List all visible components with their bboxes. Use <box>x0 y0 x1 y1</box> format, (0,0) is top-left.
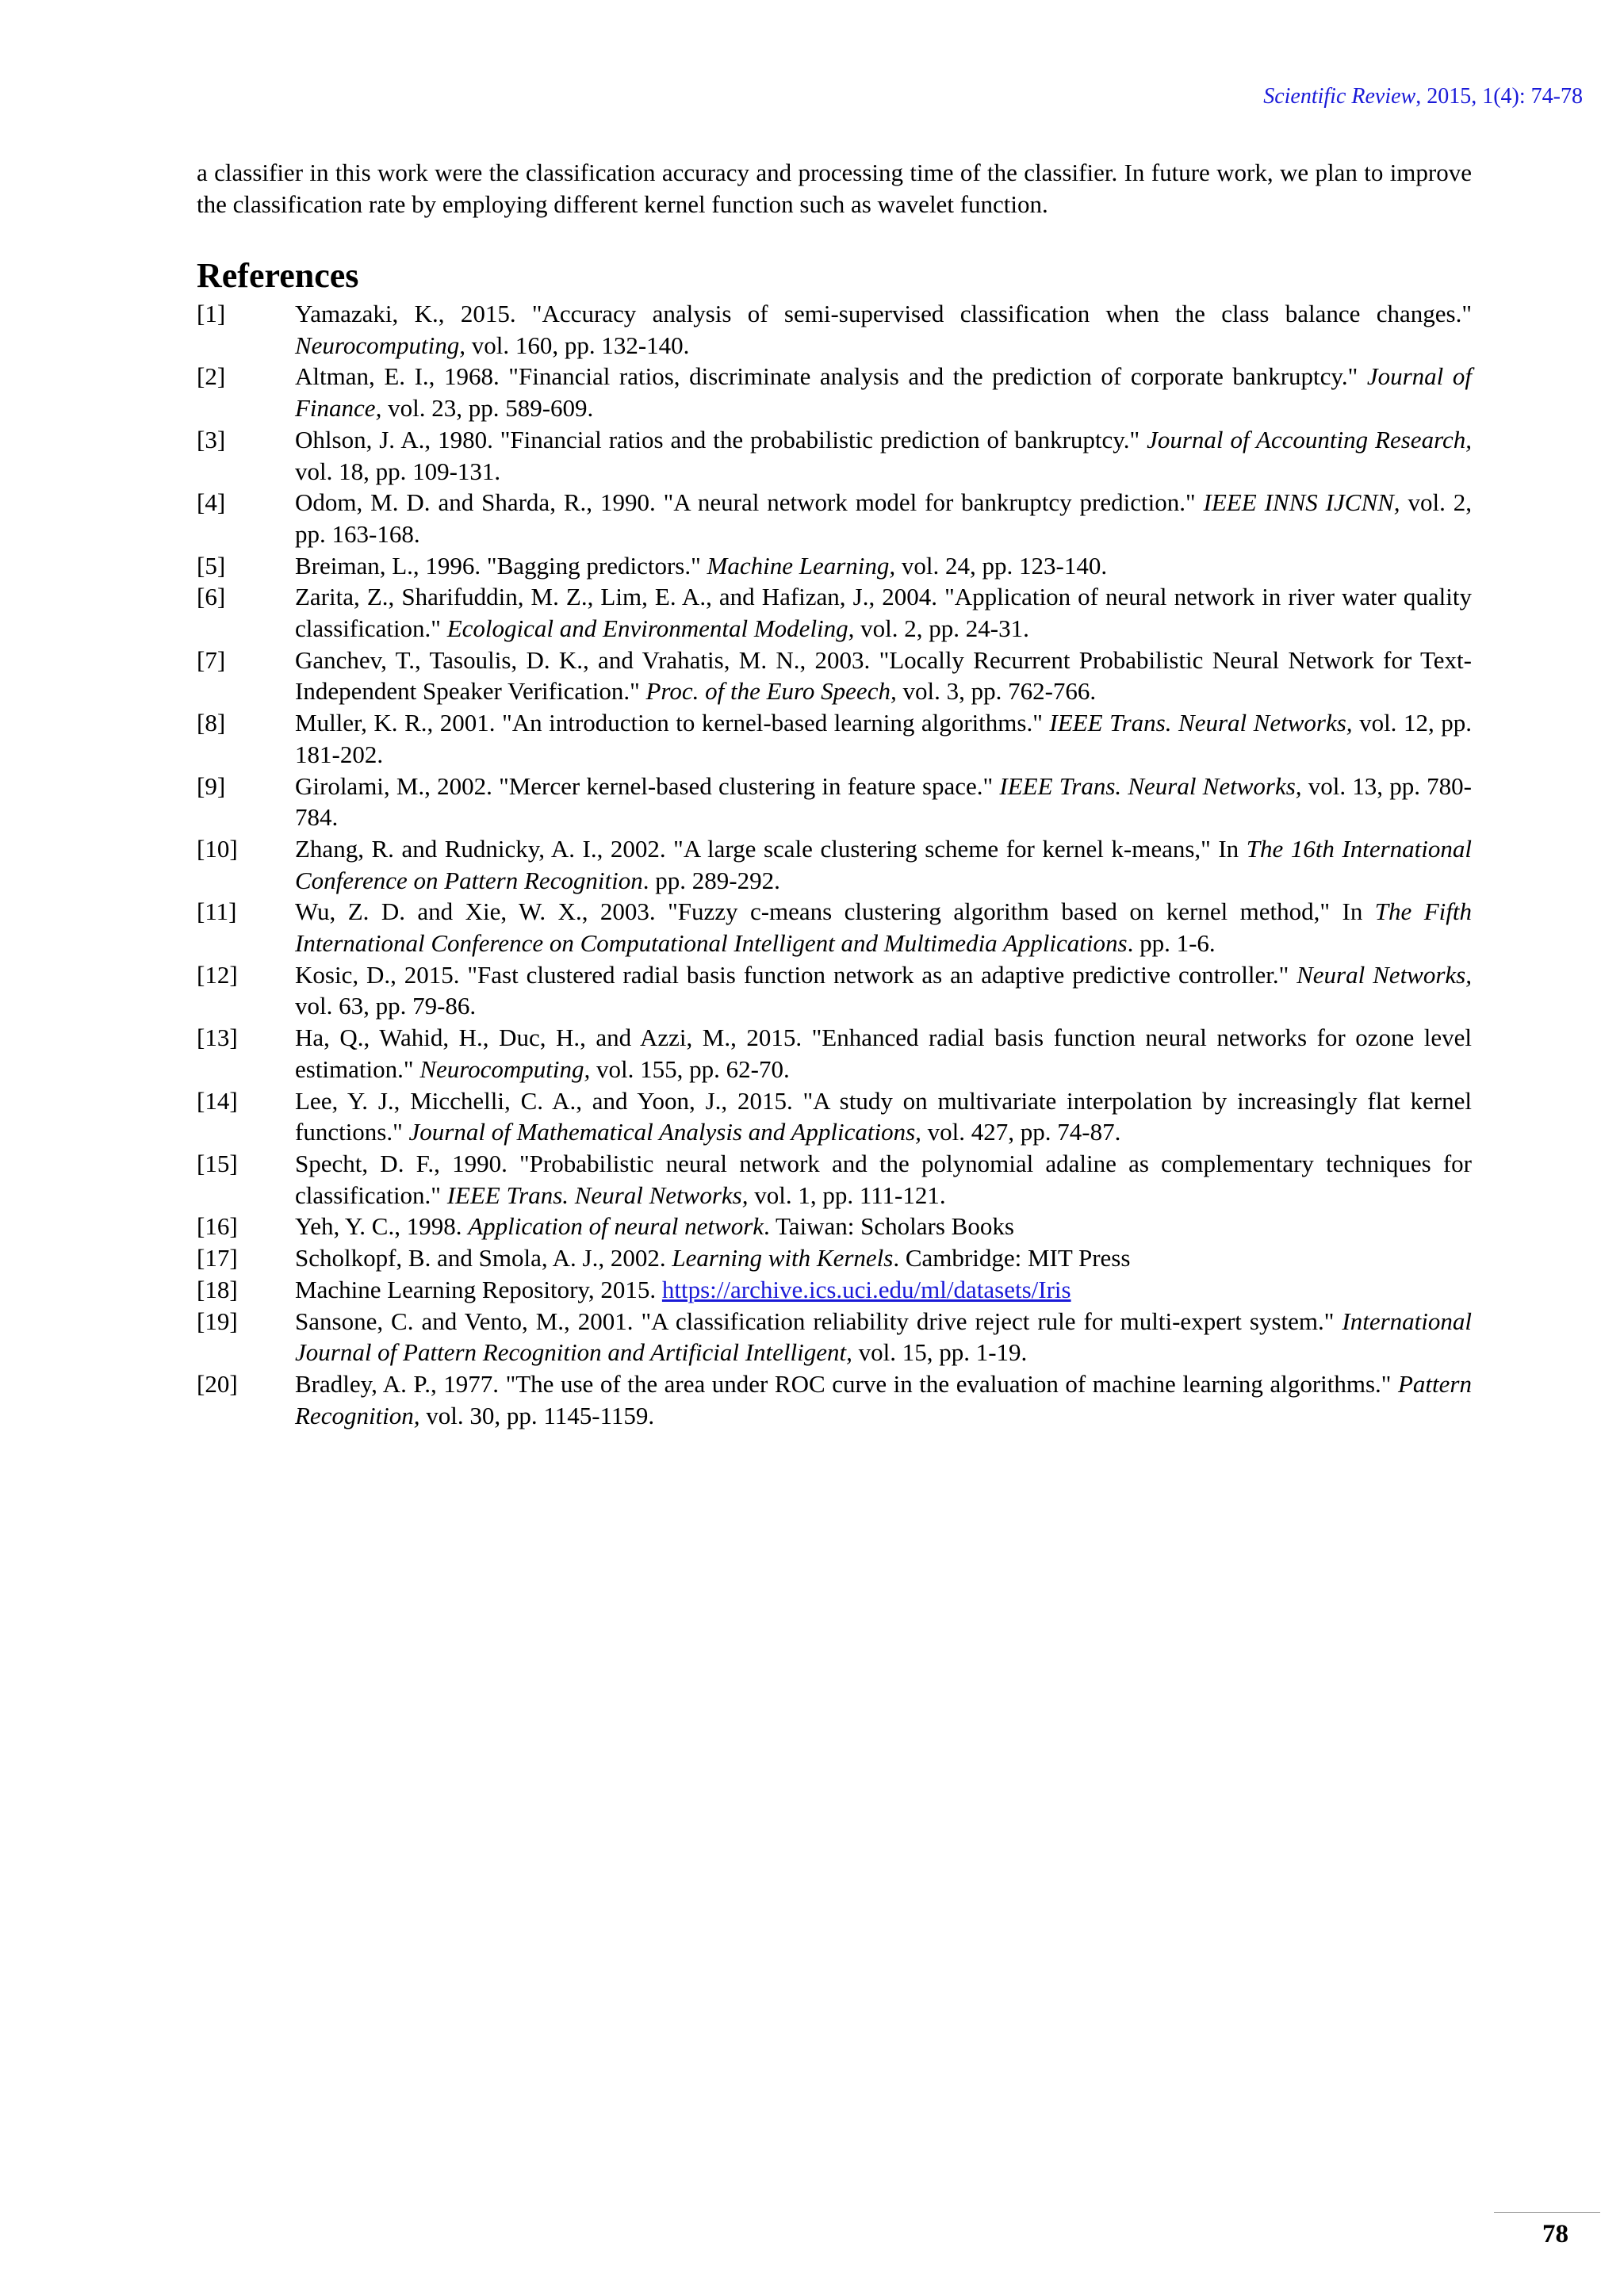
reference-item <box>197 487 1472 549</box>
reference-venue: Journal of Mathematical Analysis and Applications, <box>408 1118 921 1146</box>
reference-venue: IEEE Trans. Neural Networks, <box>1049 709 1353 737</box>
reference-details: vol. 155, pp. 62-70. <box>590 1054 790 1083</box>
running-header <box>1263 84 1583 109</box>
reference-authors-title: Ohlson, J. A., 1980. "Financial ratios and the probabilistic prediction of bankruptcy." <box>295 425 1147 453</box>
reference-number: [20] <box>197 1369 238 1398</box>
references-heading: References <box>197 256 359 295</box>
reference-venue: Proc. of the Euro Speech, <box>645 677 897 706</box>
reference-text <box>295 1242 1472 1274</box>
reference-item <box>197 298 1472 361</box>
reference-venue: Journal of Finance, <box>295 362 1472 423</box>
reference-item <box>197 1211 1472 1242</box>
reference-details: vol. 63, pp. 79-86. <box>295 992 477 1020</box>
reference-text <box>295 487 1472 549</box>
reference-text <box>295 645 1472 707</box>
reference-item <box>197 833 1472 896</box>
reference-details: vol. 15, pp. 1-19. <box>852 1338 1028 1367</box>
reference-authors-title: Zhang, R. and Rudnicky, A. I., 2002. "A large scale clustering scheme for kernel k-means," In <box>295 834 1247 863</box>
reference-number: [7] <box>197 645 226 674</box>
reference-authors-title: Scholkopf, B. and Smola, A. J., 2002. <box>295 1244 672 1272</box>
reference-number: [11] <box>197 897 237 926</box>
reference-list <box>197 298 1472 1431</box>
reference-details: . Taiwan: Scholars Books <box>764 1212 1014 1241</box>
reference-venue: Machine Learning, <box>707 551 896 580</box>
reference-number: [2] <box>197 362 226 391</box>
reference-details: vol. 427, pp. 74-87. <box>921 1118 1121 1146</box>
reference-details: vol. 30, pp. 1145-1159. <box>419 1401 655 1429</box>
reference-authors-title: Girolami, M., 2002. "Mercer kernel-based clustering in feature space." <box>295 771 1000 800</box>
reference-text <box>295 1085 1472 1148</box>
reference-details: vol. 3, pp. 762-766. <box>896 677 1097 706</box>
reference-number: [6] <box>197 583 226 611</box>
reference-item <box>197 581 1472 644</box>
reference-authors-title: Kosic, D., 2015. "Fast clustered radial basis function network as an adaptive predictive controller." <box>295 960 1297 989</box>
reference-authors-title: Lee, Y. J., Micchelli, C. A., and Yoon, J., 2015. "A study on multivariate interpolation by increasingly flat kernel functions." <box>295 1086 1472 1146</box>
reference-text <box>295 707 1472 770</box>
reference-number: [5] <box>197 551 226 580</box>
reference-text <box>295 424 1472 487</box>
reference-details: vol. 2, pp. 163-168. <box>295 488 1472 548</box>
reference-text <box>295 771 1472 833</box>
reference-details: vol. 160, pp. 132-140. <box>465 331 690 359</box>
reference-number: [10] <box>197 834 238 863</box>
reference-item <box>197 1306 1472 1368</box>
reference-number: [9] <box>197 771 226 800</box>
reference-text <box>295 361 1472 423</box>
reference-venue: Ecological and Environmental Modeling, <box>446 614 855 643</box>
reference-text <box>295 550 1472 582</box>
reference-venue: Pattern Recognition, <box>295 1369 1472 1429</box>
reference-text <box>295 1306 1472 1368</box>
reference-authors-title: Zarita, Z., Sharifuddin, M. Z., Lim, E. A., and Hafizan, J., 2004. "Application of neural network in river water quality classification." <box>295 583 1472 643</box>
intro-paragraph-block <box>197 157 1472 220</box>
reference-authors-title: Bradley, A. P., 1977. "The use of the area under ROC curve in the evaluation of machine learning algorithms." <box>295 1369 1398 1398</box>
reference-authors-title: Altman, E. I., 1968. "Financial ratios, discriminate analysis and the prediction of corporate bankruptcy." <box>295 362 1367 391</box>
reference-number: [16] <box>197 1212 238 1241</box>
reference-venue: Neurocomputing, <box>295 331 465 359</box>
reference-number: [14] <box>197 1086 238 1115</box>
reference-item <box>197 707 1472 770</box>
reference-number: [15] <box>197 1149 238 1177</box>
reference-authors-title: Yeh, Y. C., 1998. <box>295 1212 469 1241</box>
reference-details: vol. 24, pp. 123-140. <box>895 551 1108 580</box>
reference-text <box>295 896 1472 959</box>
reference-number: [19] <box>197 1307 238 1335</box>
reference-venue: IEEE Trans. Neural Networks, <box>999 771 1302 800</box>
reference-authors-title: Muller, K. R., 2001. "An introduction to kernel-based learning algorithms." <box>295 709 1050 737</box>
footer-divider <box>1494 2212 1600 2213</box>
reference-item <box>197 896 1472 959</box>
reference-authors-title: Breiman, L., 1996. "Bagging predictors." <box>295 551 707 580</box>
reference-authors-title: Wu, Z. D. and Xie, W. X., 2003. "Fuzzy c-means clustering algorithm based on kernel method," In <box>295 897 1375 926</box>
reference-item <box>197 1274 1472 1306</box>
reference-number: [17] <box>197 1244 238 1272</box>
reference-details: vol. 13, pp. 780-784. <box>295 771 1472 832</box>
reference-text <box>295 959 1472 1022</box>
reference-link[interactable]: https://archive.ics.uci.edu/ml/datasets/Iris <box>661 1275 1071 1303</box>
reference-number: [4] <box>197 488 226 517</box>
page-number: 78 <box>1542 2220 1568 2248</box>
reference-item <box>197 771 1472 833</box>
reference-details: vol. 18, pp. 109-131. <box>295 457 501 485</box>
reference-item <box>197 1085 1472 1148</box>
reference-authors-title: Sansone, C. and Vento, M., 2001. "A classification reliability drive reject rule for multi-expert system." <box>295 1307 1342 1335</box>
reference-text <box>295 581 1472 644</box>
reference-number: [18] <box>197 1275 238 1303</box>
reference-venue: The 16th International Conference on Pattern Recognition <box>295 834 1472 894</box>
journal-citation: , 2015, 1(4): 74-78 <box>1415 84 1583 109</box>
intro-paragraph: a classifier in this work were the classification accuracy and processing time of the classifier. In future work, we plan to improve the classification rate by employing different kernel function such as wavelet function. <box>197 159 1472 218</box>
reference-venue: Journal of Accounting Research, <box>1147 425 1472 453</box>
reference-item <box>197 1368 1472 1431</box>
reference-authors-title: Machine Learning Repository, 2015. <box>295 1275 662 1303</box>
reference-number: [3] <box>197 425 226 453</box>
reference-details: vol. 1, pp. 111-121. <box>748 1181 946 1209</box>
reference-number: [13] <box>197 1024 238 1052</box>
journal-name: Scientific Review <box>1263 84 1416 109</box>
reference-details: . pp. 289-292. <box>642 866 780 894</box>
reference-number: [8] <box>197 709 226 737</box>
reference-venue: International Journal of Pattern Recognition and Artificial Intelligent, <box>295 1307 1472 1367</box>
reference-venue: The Fifth International Conference on Computational Intelligent and Multimedia Applications <box>295 897 1472 958</box>
reference-item <box>197 424 1472 487</box>
reference-details: vol. 12, pp. 181-202. <box>295 709 1472 768</box>
reference-authors-title: Specht, D. F., 1990. "Probabilistic neural network and the polynomial adaline as complementary techniques for classification." <box>295 1149 1472 1209</box>
reference-text <box>295 1274 1472 1306</box>
reference-text <box>295 833 1472 896</box>
reference-text <box>295 1368 1472 1431</box>
reference-item <box>197 550 1472 582</box>
reference-details: vol. 23, pp. 589-609. <box>381 394 594 423</box>
reference-authors-title: Ha, Q., Wahid, H., Duc, H., and Azzi, M., 2015. "Enhanced radial basis function neural networks for ozone level estimation." <box>295 1024 1472 1083</box>
reference-authors-title: Odom, M. D. and Sharda, R., 1990. "A neural network model for bankruptcy prediction." <box>295 488 1204 517</box>
reference-venue: Application of neural network <box>468 1212 764 1241</box>
reference-authors-title: Ganchev, T., Tasoulis, D. K., and Vrahatis, M. N., 2003. "Locally Recurrent Probabilistic Neural Network for Text-Independent Speaker Verification." <box>295 645 1472 706</box>
reference-text <box>295 1022 1472 1085</box>
reference-details: . pp. 1-6. <box>1127 929 1216 958</box>
reference-item <box>197 645 1472 707</box>
reference-text <box>295 1211 1472 1242</box>
reference-text <box>295 1148 1472 1211</box>
reference-details: . Cambridge: MIT Press <box>893 1244 1131 1272</box>
reference-venue: IEEE Trans. Neural Networks, <box>446 1181 749 1209</box>
reference-item <box>197 1242 1472 1274</box>
reference-text <box>295 298 1472 361</box>
reference-venue: Neurocomputing, <box>419 1054 591 1083</box>
reference-item <box>197 1148 1472 1211</box>
reference-venue: IEEE INNS IJCNN, <box>1203 488 1400 517</box>
reference-authors-title: Yamazaki, K., 2015. "Accuracy analysis of semi-supervised classification when the class balance changes." <box>295 300 1472 327</box>
reference-item <box>197 1022 1472 1085</box>
reference-venue: Learning with Kernels <box>672 1244 894 1272</box>
reference-number: [1] <box>197 300 226 327</box>
reference-details: vol. 2, pp. 24-31. <box>854 614 1029 643</box>
reference-number: [12] <box>197 960 238 989</box>
reference-item <box>197 959 1472 1022</box>
reference-venue: Neural Networks, <box>1297 960 1472 989</box>
reference-item <box>197 361 1472 423</box>
